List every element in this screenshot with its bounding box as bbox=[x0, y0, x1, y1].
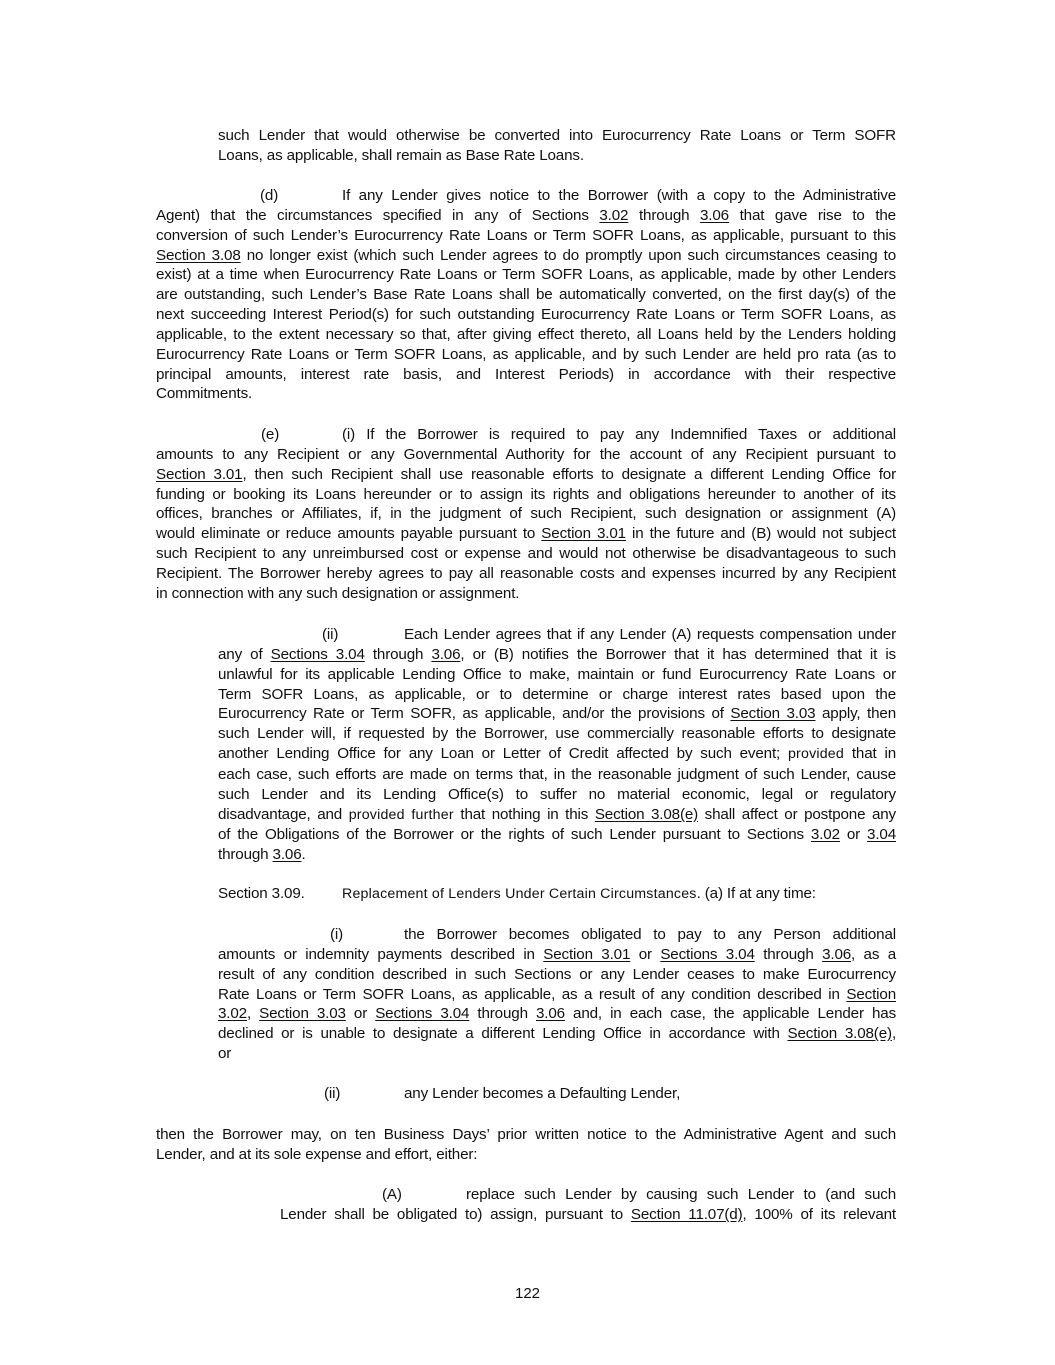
paragraph-d bbox=[156, 186, 896, 404]
section-link[interactable]: 3.06 bbox=[700, 206, 729, 224]
text-line bbox=[280, 1205, 896, 1225]
section-link[interactable]: Section 3.08(e) bbox=[594, 805, 699, 823]
text-line: Eurocurrency Rate Loans or Term SOFR Loans, as applicable, and by such Lender are held pro rata (as to bbox=[156, 345, 896, 363]
text-fragment: , bbox=[891, 1025, 897, 1043]
text-line: such Lender that would otherwise be converted into Eurocurrency Rate Loans or Term SOFR bbox=[218, 127, 896, 144]
text-line bbox=[156, 186, 896, 206]
defined-term: provided further bbox=[348, 806, 454, 823]
text-line bbox=[156, 246, 896, 266]
text-fragment: Eurocurrency Rate or Term SOFR, as applicable, and/or the provisions of bbox=[218, 705, 731, 723]
text-fragment: that nothing in this bbox=[453, 805, 595, 823]
text-line bbox=[218, 1084, 896, 1104]
text-fragment: shall affect or postpone any bbox=[698, 805, 897, 823]
text-fragment: replace such Lender by causing such Lender to (and such bbox=[466, 1186, 896, 1203]
text-fragment: . (a) If at any time: bbox=[696, 885, 816, 902]
text-line: such Recipient to any unreimbursed cost or expense and would not otherwise be disadvantageous to such bbox=[156, 545, 896, 563]
text-fragment: apply, then bbox=[815, 705, 896, 723]
section-link[interactable]: Sections 3.04 bbox=[375, 1005, 470, 1023]
text-fragment: or bbox=[630, 945, 661, 963]
paragraph-e bbox=[156, 425, 896, 604]
paragraph-3-09-i bbox=[218, 925, 896, 1064]
section-link[interactable]: Section 3.01 bbox=[156, 465, 243, 483]
text-line bbox=[218, 1004, 896, 1024]
text-line: result of any condition described in such Sections or any Lender ceases to make Eurocurrency bbox=[218, 965, 896, 983]
text-line bbox=[218, 845, 896, 865]
text-fragment: through bbox=[364, 645, 432, 663]
text-fragment: and, in each case, the applicable Lender has bbox=[564, 1005, 897, 1023]
paragraph-then bbox=[156, 1125, 896, 1165]
paragraph-label: (ii) bbox=[322, 626, 339, 643]
text-line: or bbox=[218, 1045, 232, 1063]
text-line bbox=[218, 805, 896, 826]
text-fragment: If any Lender gives notice to the Borrower (with a copy to the Administrative bbox=[342, 187, 896, 204]
text-line bbox=[218, 744, 896, 765]
text-line: Commitments. bbox=[156, 385, 253, 403]
text-fragment: or bbox=[345, 1005, 376, 1023]
text-line: next succeeding Interest Period(s) for such outstanding Eurocurrency Rate Loans or Term SOFR Loans, as bbox=[156, 306, 896, 324]
text-line: principal amounts, interest rate basis, and Interest Periods) in accordance with their respective bbox=[156, 365, 896, 383]
text-fragment: amounts or indemnity payments described in bbox=[218, 945, 544, 963]
text-line bbox=[218, 645, 896, 665]
text-fragment: , as a bbox=[851, 945, 897, 963]
text-line bbox=[156, 425, 896, 445]
section-link[interactable]: 3.06 bbox=[822, 945, 852, 963]
text-line bbox=[156, 465, 896, 485]
text-fragment: . bbox=[301, 846, 306, 864]
text-line: such Lender and its Lending Office(s) to suffer no material economic, legal or regulatory bbox=[218, 785, 896, 803]
text-fragment: Each Lender agrees that if any Lender (A) requests compensation under bbox=[404, 626, 896, 643]
text-line bbox=[218, 985, 896, 1005]
text-fragment: in the future and (B) would not subject bbox=[625, 525, 896, 543]
text-fragment: through bbox=[628, 206, 701, 224]
text-fragment: through bbox=[469, 1005, 536, 1023]
text-fragment: declined or is unable to designate a different Lending Office in accordance with bbox=[218, 1025, 788, 1043]
text-fragment: Agent) that the circumstances specified in any of Sections bbox=[156, 206, 600, 224]
text-line: amounts to any Recipient or any Governmental Authority for the account of any Recipient pursuant to bbox=[156, 445, 896, 463]
text-fragment: , 100% of its relevant bbox=[742, 1205, 896, 1223]
text-line bbox=[280, 1185, 896, 1205]
section-link[interactable]: Section 3.03 bbox=[730, 705, 816, 723]
section-title: Replacement of Lenders Under Certain Circumstances bbox=[342, 886, 697, 902]
section-link[interactable]: 3.06 bbox=[431, 645, 461, 663]
paragraph-label: (e) bbox=[261, 426, 280, 443]
text-line bbox=[218, 625, 896, 645]
text-fragment: no longer exist (which such Lender agrees to do promptly upon such circumstances ceasing to bbox=[240, 246, 897, 264]
section-link[interactable]: Section 11.07(d) bbox=[630, 1205, 743, 1223]
text-fragment: , then such Recipient shall use reasonable efforts to designate a different Lending Office for bbox=[242, 465, 896, 483]
text-line bbox=[156, 206, 896, 226]
text-line: Loans, as applicable, shall remain as Base Rate Loans. bbox=[218, 146, 584, 164]
text-fragment: any Lender becomes a Defaulting Lender, bbox=[404, 1085, 681, 1102]
text-line bbox=[218, 1024, 896, 1044]
section-link[interactable]: 3.02 bbox=[599, 206, 629, 224]
section-link[interactable]: 3.04 bbox=[867, 826, 896, 844]
text-line: unlawful for its applicable Lending Office to make, maintain or fund Eurocurrency Rate Loans or bbox=[218, 665, 896, 683]
text-line: Lender, and at its sole expense and effort, either: bbox=[156, 1145, 478, 1163]
text-fragment: another Lending Office for any Loan or Letter of Credit affected by such event; bbox=[218, 745, 788, 763]
text-fragment: or bbox=[839, 826, 868, 844]
section-link[interactable]: 3.06 bbox=[272, 846, 302, 864]
section-heading-3-09 bbox=[218, 884, 896, 905]
section-number: Section 3.09. bbox=[218, 885, 305, 902]
paragraph-A bbox=[280, 1185, 896, 1225]
text-line: applicable, to the extent necessary so that, after giving effect thereto, all Loans held by the Lenders holding bbox=[156, 325, 896, 343]
text-fragment: that in bbox=[844, 745, 896, 763]
text-fragment: any of bbox=[218, 645, 271, 663]
section-link[interactable]: 3.02 bbox=[810, 826, 840, 844]
text-fragment: would eliminate or reduce amounts payable pursuant to bbox=[156, 525, 542, 543]
section-link[interactable]: Section 3.01 bbox=[541, 525, 626, 543]
paragraph-3-09-ii bbox=[218, 1084, 896, 1104]
text-fragment: through bbox=[218, 846, 273, 864]
text-line: exist) at a time when Eurocurrency Rate Loans or Term SOFR Loans, as applicable, made by other Lenders bbox=[156, 266, 896, 284]
text-line bbox=[218, 704, 896, 724]
text-fragment: , bbox=[246, 1005, 260, 1023]
text-fragment: through bbox=[754, 945, 823, 963]
text-line: are outstanding, such Lender’s Base Rate Loans shall be automatically converted, on the first day(s) of the bbox=[156, 286, 896, 304]
page-number: 122 bbox=[514, 1285, 541, 1302]
text-fragment: the Borrower becomes obligated to pay to any Person additional bbox=[404, 926, 896, 943]
text-line: offices, branches or Affiliates, if, in the judgment of such Recipient, such designation or assignment (A) bbox=[156, 505, 896, 523]
text-fragment: Lender shall be obligated to) assign, pursuant to bbox=[280, 1205, 631, 1223]
text-line bbox=[218, 945, 896, 965]
text-fragment: of the Obligations of the Borrower or the rights of such Lender pursuant to Sections bbox=[218, 826, 811, 844]
text-line bbox=[218, 825, 896, 845]
text-line: in connection with any such designation or assignment. bbox=[156, 584, 520, 602]
defined-term: provided bbox=[787, 746, 844, 763]
paragraph-label: (ii) bbox=[324, 1085, 341, 1102]
section-link[interactable]: Section bbox=[846, 985, 896, 1003]
section-link[interactable]: Section 3.08(e) bbox=[787, 1025, 892, 1043]
section-link[interactable]: Sections 3.04 bbox=[270, 645, 365, 663]
paragraph-e-ii bbox=[218, 625, 896, 865]
paragraph-label: (A) bbox=[382, 1186, 402, 1203]
text-fragment: (i) If the Borrower is required to pay any Indemnified Taxes or additional bbox=[342, 426, 896, 443]
text-line: Term SOFR Loans, as applicable, or to determine or charge interest rates based upon the bbox=[218, 685, 896, 703]
section-link[interactable]: 3.06 bbox=[535, 1005, 565, 1023]
text-line: conversion of such Lender’s Eurocurrency Rate Loans or Term SOFR Loans, as applicable, pursuant to this bbox=[156, 226, 896, 244]
text-fragment: Rate Loans or Term SOFR Loans, as applicable, as a result of any condition described in bbox=[218, 985, 847, 1003]
section-link[interactable]: Section 3.03 bbox=[259, 1005, 346, 1023]
section-link[interactable]: Sections 3.04 bbox=[660, 945, 755, 963]
text-fragment: disadvantage, and bbox=[218, 805, 349, 823]
section-link[interactable]: 3.02 bbox=[218, 1005, 247, 1023]
text-line bbox=[218, 925, 896, 945]
text-fragment: that gave rise to the bbox=[728, 206, 896, 224]
text-line: funding or booking its Loans hereunder or to assign its rights and obligations hereunder to another of its bbox=[156, 485, 896, 503]
text-line: such Lender will, if requested by the Borrower, use commercially reasonable efforts to designate bbox=[218, 725, 896, 743]
text-line: then the Borrower may, on ten Business Days’ prior written notice to the Administrative Agent and such bbox=[156, 1126, 896, 1143]
section-link[interactable]: Section 3.08 bbox=[156, 246, 241, 264]
paragraph-label: (i) bbox=[330, 926, 344, 943]
text-line bbox=[156, 524, 896, 544]
paragraph-label: (d) bbox=[260, 187, 279, 204]
section-link[interactable]: Section 3.01 bbox=[543, 945, 631, 963]
text-line: Recipient. The Borrower hereby agrees to pay all reasonable costs and expenses incurred by any Recipient bbox=[156, 564, 896, 582]
text-line bbox=[218, 884, 896, 905]
text-fragment: , or (B) notifies the Borrower that it has determined that it is bbox=[460, 645, 896, 663]
text-line: each case, such efforts are made on terms that, in the reasonable judgment of such Lender, cause bbox=[218, 765, 896, 783]
paragraph-carryover bbox=[218, 126, 896, 166]
